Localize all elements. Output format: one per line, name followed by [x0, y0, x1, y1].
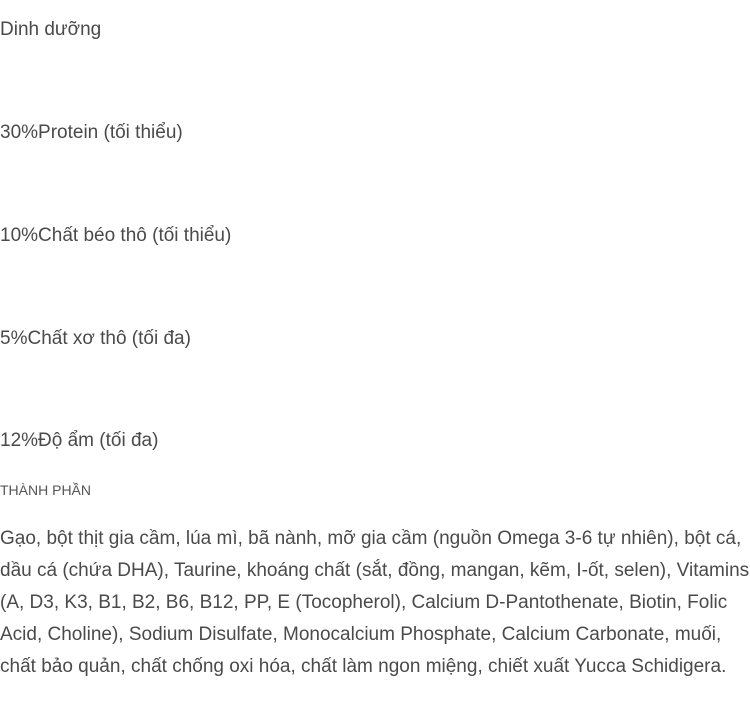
nutrition-item-fiber: [0, 327, 191, 351]
nutrition-title: Dinh dưỡng: [0, 19, 102, 40]
nutrition-label: Chất xơ thô (tối đa): [27, 328, 191, 349]
nutrition-value: 12%: [0, 430, 39, 451]
nutrition-item-moisture: [0, 429, 158, 453]
nutrition-item-protein: [0, 121, 183, 145]
ingredients-text: Gạo, bột thịt gia cầm, lúa mì, bã nành, mỡ gia cầm (nguồn Omega 3-6 tự nhiên), bột cá, dầu cá (chứa DHA), Taurine, khoáng chất (sắt, đồng, mangan, kẽm, I-ốt, selen), Vitamins (A, D3, K3, B1, B2, B6, B12, PP, E (Tocopherol), Calcium D-Pantothenate, Biotin, Folic Acid, Choline), Sodium Disulfate, Monocalcium Phosphate, Calcium Carbonate, muối, chất bảo quản, chất chống oxi hóa, chất làm ngon miệng, chiết xuất Yucca Schidigera.: [0, 528, 750, 677]
nutrition-label: Độ ẩm (tối đa): [38, 430, 159, 451]
nutrition-value: 10%: [0, 225, 39, 246]
nutrition-label: Chất béo thô (tối thiểu): [38, 225, 232, 246]
nutrition-label: Protein (tối thiểu): [38, 122, 183, 143]
nutrition-value: 5%: [0, 328, 28, 349]
nutrition-value: 30%: [0, 122, 39, 143]
nutrition-item-fat: [0, 224, 231, 248]
ingredients-title: THÀNH PHẦN: [0, 482, 92, 498]
